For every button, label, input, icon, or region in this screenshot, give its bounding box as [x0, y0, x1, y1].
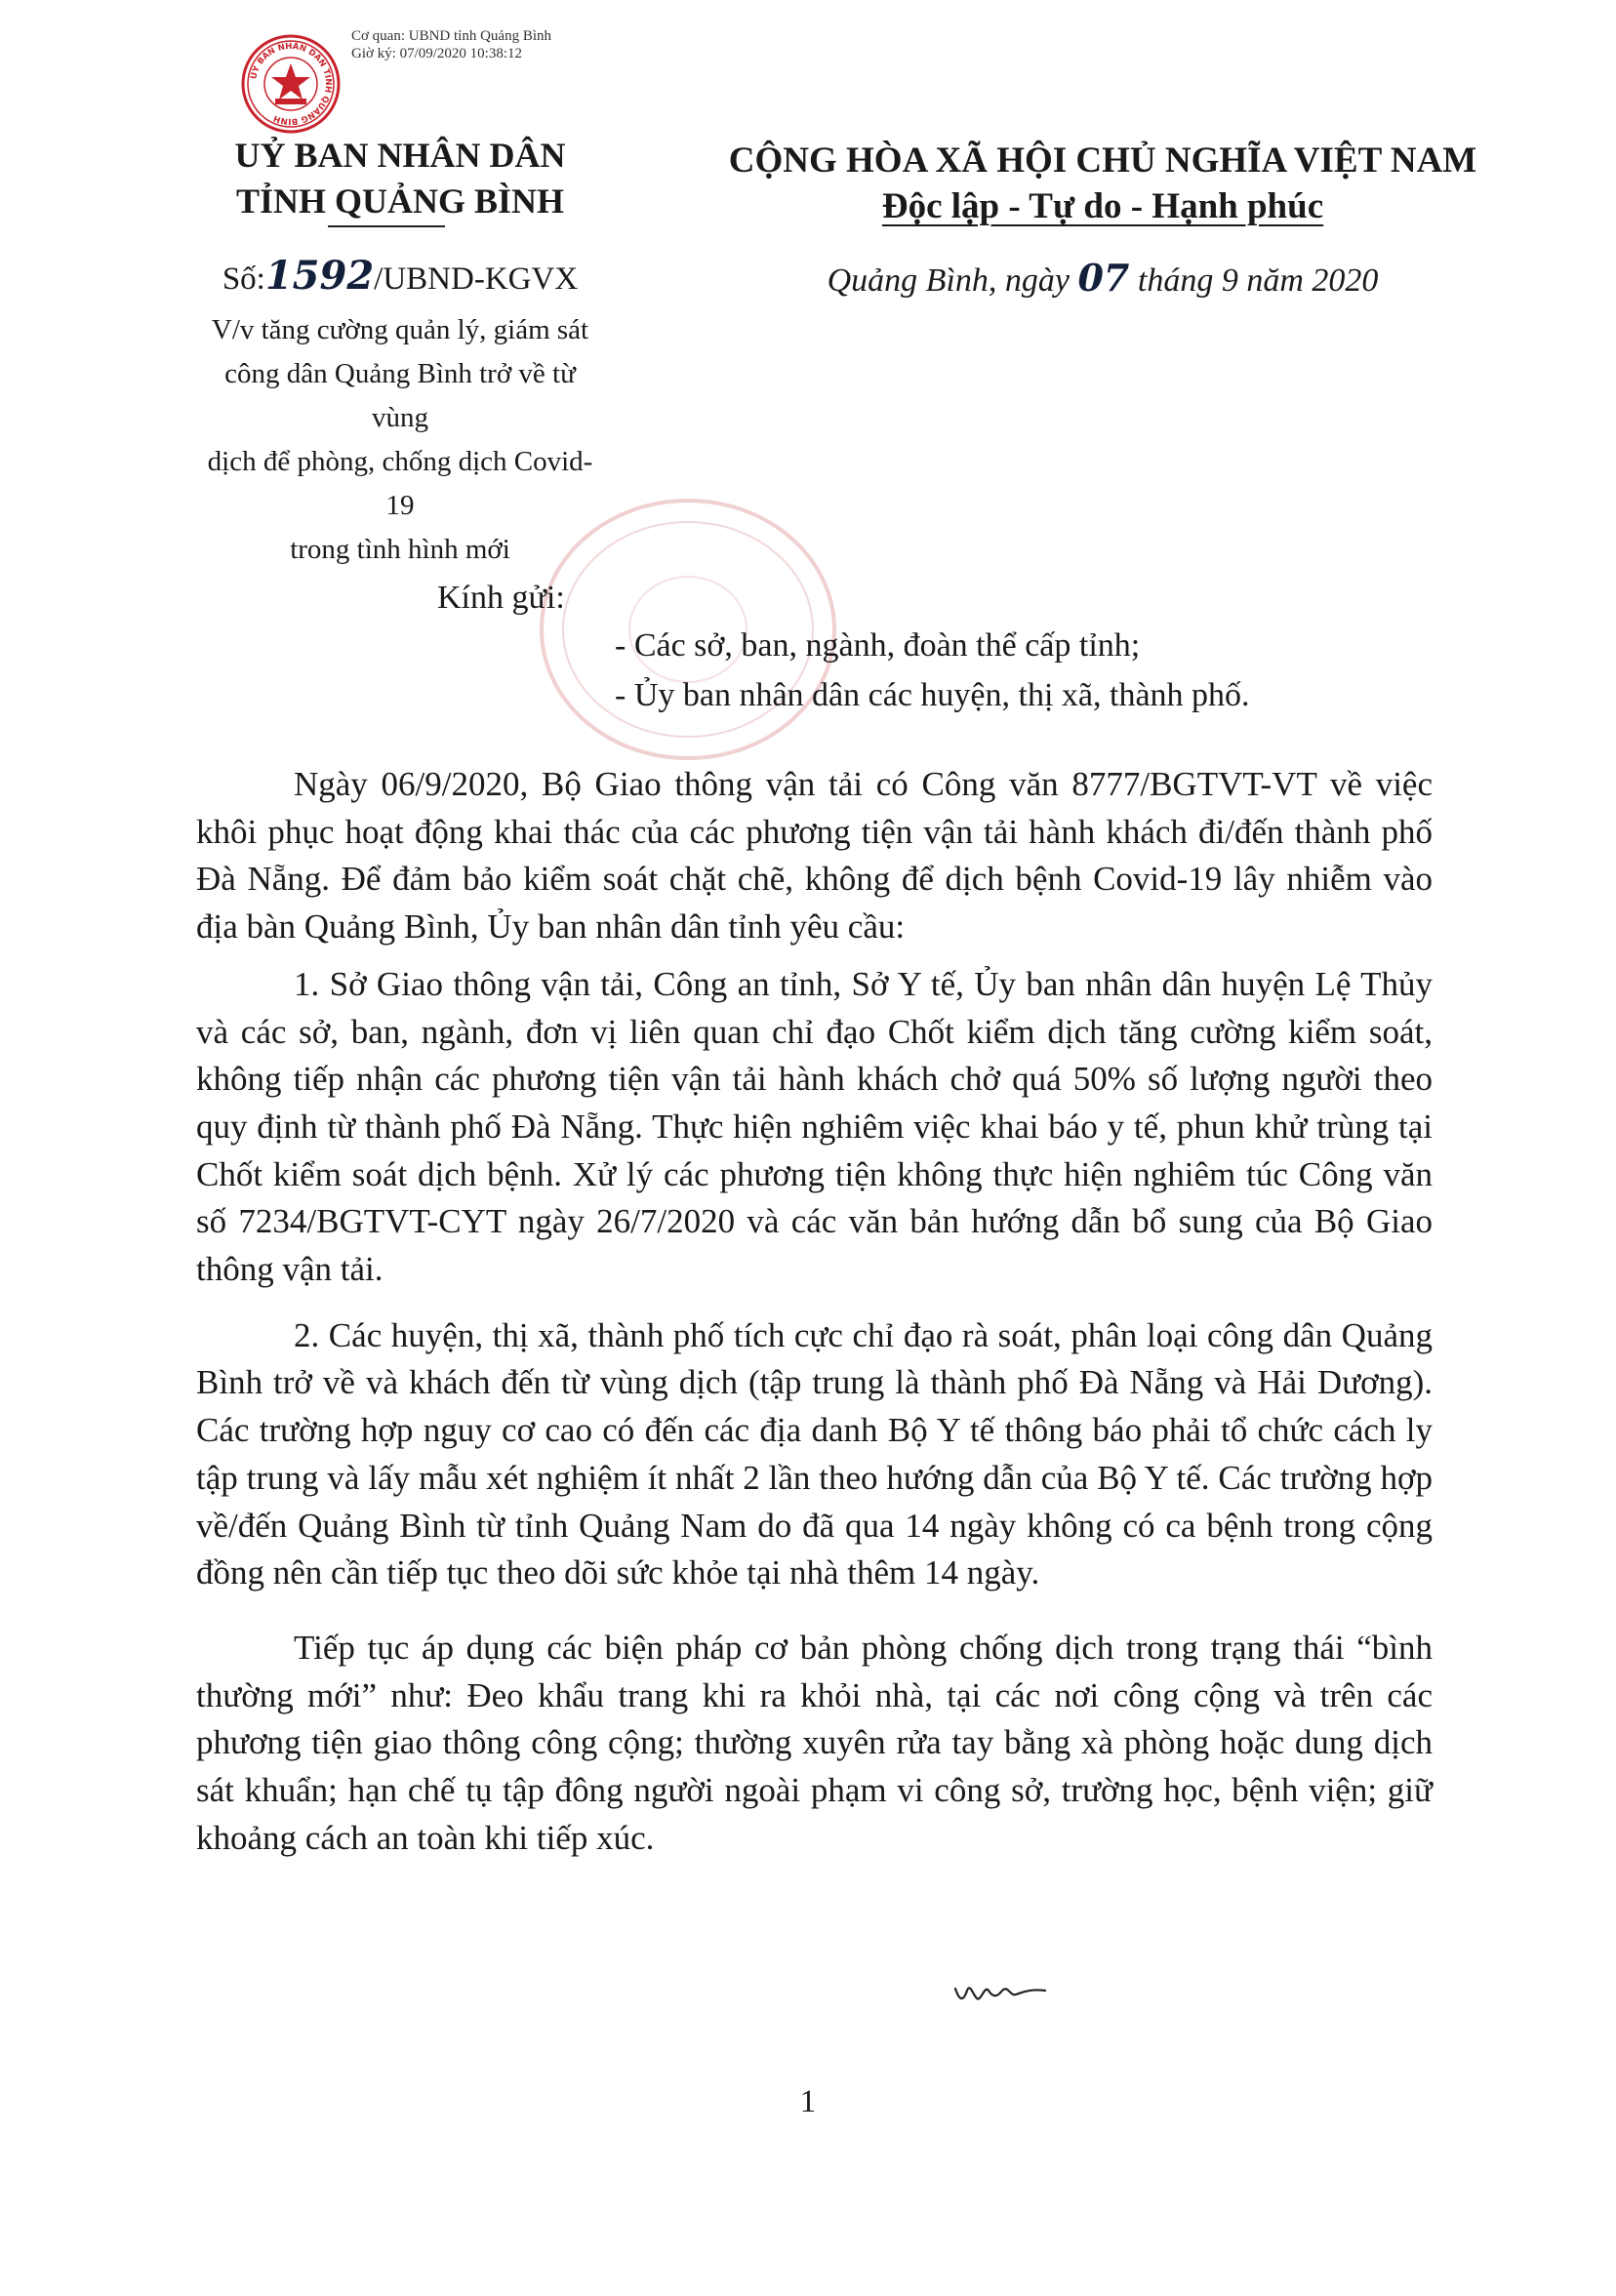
place-date-after: tháng 9 năm 2020: [1129, 262, 1379, 299]
doc-number-handwritten: 1592: [264, 253, 375, 299]
subject-line: V/v tăng cường quản lý, giám sát: [211, 314, 589, 345]
body-item-2: 2. Các huyện, thị xã, thành phố tích cực chỉ đạo rà soát, phân loại công dân Quảng Bình trở về và khách đến từ vùng dịch (tập trung là thành phố Đà Nẵng và Hải Dương). Các trường hợp nguy cơ cao có đến các địa danh Bộ Y tế thông báo phải tổ chức cách ly tập trung và lấy mẫu xét nghiệm ít nhất 2 lần theo hướng dẫn của Bộ Y tế. Các trường hợp về/đến Quảng Bình từ tỉnh Quảng Nam do đã qua 14 ngày không có ca bệnh trong cộng đồng nên cần tiếp tục theo dõi sức khỏe tại nhà thêm 14 ngày.: [196, 1315, 1433, 1592]
recipient-list: [615, 621, 1250, 720]
date-day-handwritten: 07: [1077, 256, 1130, 300]
doc-number-prefix: Số:: [222, 262, 265, 297]
place-date-before: Quảng Bình, ngày: [827, 262, 1078, 299]
org-underline: [328, 225, 445, 227]
digital-signature-stamp-icon: [240, 33, 342, 135]
body-intro: Ngày 06/9/2020, Bộ Giao thông vận tải có Công văn 8777/BGTVT-VT về việc khôi phục hoạt động khai thác của các phương tiện vận tải hành khách đi/đến thành phố Đà Nẵng. Để đảm bảo kiểm soát chặt chẽ, không để dịch bệnh Covid-19 lây nhiễm vào địa bàn Quảng Bình, Ủy ban nhân dân tỉnh yêu cầu:: [196, 765, 1433, 947]
national-title-block: [722, 138, 1483, 229]
signature-metadata: [351, 27, 551, 62]
national-title: CỘNG HÒA XÃ HỘI CHỦ NGHĨA VIỆT NAM: [728, 141, 1477, 181]
subject-line: trong tình hình mới: [290, 534, 510, 565]
signature-time: Giờ ký: 07/09/2020 10:38:12: [351, 46, 523, 61]
motto-text: Độc lập - Tự do - Hạnh phúc: [881, 186, 1324, 226]
org-line-2: TỈNH QUẢNG BÌNH: [235, 181, 565, 221]
stamp-ring-text: ỦY BAN NHÂN DÂN TỈNH QUẢNG BÌNH: [249, 41, 334, 127]
recipient-item: - Ủy ban nhân dân các huyện, thị xã, thành phố.: [615, 677, 1250, 713]
greeting: Kính gửi:: [437, 580, 565, 616]
doc-number-suffix: /UBND-KGVX: [374, 262, 579, 297]
document-number: [195, 253, 605, 300]
place-and-date: [722, 258, 1483, 302]
subject-line: công dân Quảng Bình trở về từ vùng: [224, 358, 576, 433]
issuing-organization: [195, 133, 605, 224]
national-motto: [722, 183, 1483, 229]
page-number: 1: [799, 2084, 817, 2119]
body-item-1: 1. Sở Giao thông vận tải, Công an tỉnh, Sở Y tế, Ủy ban nhân dân huyện Lệ Thủy và các sở, ban, ngành, đơn vị liên quan chỉ đạo Chốt kiểm dịch tăng cường kiểm soát, không tiếp nhận các phương tiện vận tải hành khách chở quá 50% số lượng người theo quy định từ thành phố Đà Nẵng. Thực hiện nghiêm việc khai báo y tế, phun khử trùng tại Chốt kiểm soát dịch bệnh. Xử lý các phương tiện không thực hiện nghiêm túc Công văn số 7234/BGTVT-CYT ngày 26/7/2020 và các văn bản hướng dẫn bổ sung của Bộ Giao thông vận tải.: [196, 964, 1433, 1289]
document-body: [196, 761, 1433, 1862]
subject-line: dịch để phòng, chống dịch Covid-19: [207, 446, 593, 521]
handwritten-initials-icon: [951, 1971, 1049, 2012]
org-line-1: UỶ BAN NHÂN DÂN: [234, 136, 566, 175]
body-item-3: Tiếp tục áp dụng các biện pháp cơ bản phòng chống dịch trong trạng thái “bình thường mới” như: Đeo khẩu trang khi ra khỏi nhà, tại các nơi công cộng và trên các phương tiện giao thông công cộng; thường xuyên rửa tay bằng xà phòng hoặc dung dịch sát khuẩn; hạn chế tụ tập đông người ngoài phạm vi công sở, trường học, bệnh viện; giữ khoảng cách an toàn khi tiếp xúc.: [196, 1628, 1433, 1857]
signature-agency: Cơ quan: UBND tỉnh Quảng Bình: [351, 28, 552, 44]
recipient-item: - Các sở, ban, ngành, đoàn thể cấp tỉnh;: [615, 627, 1141, 664]
